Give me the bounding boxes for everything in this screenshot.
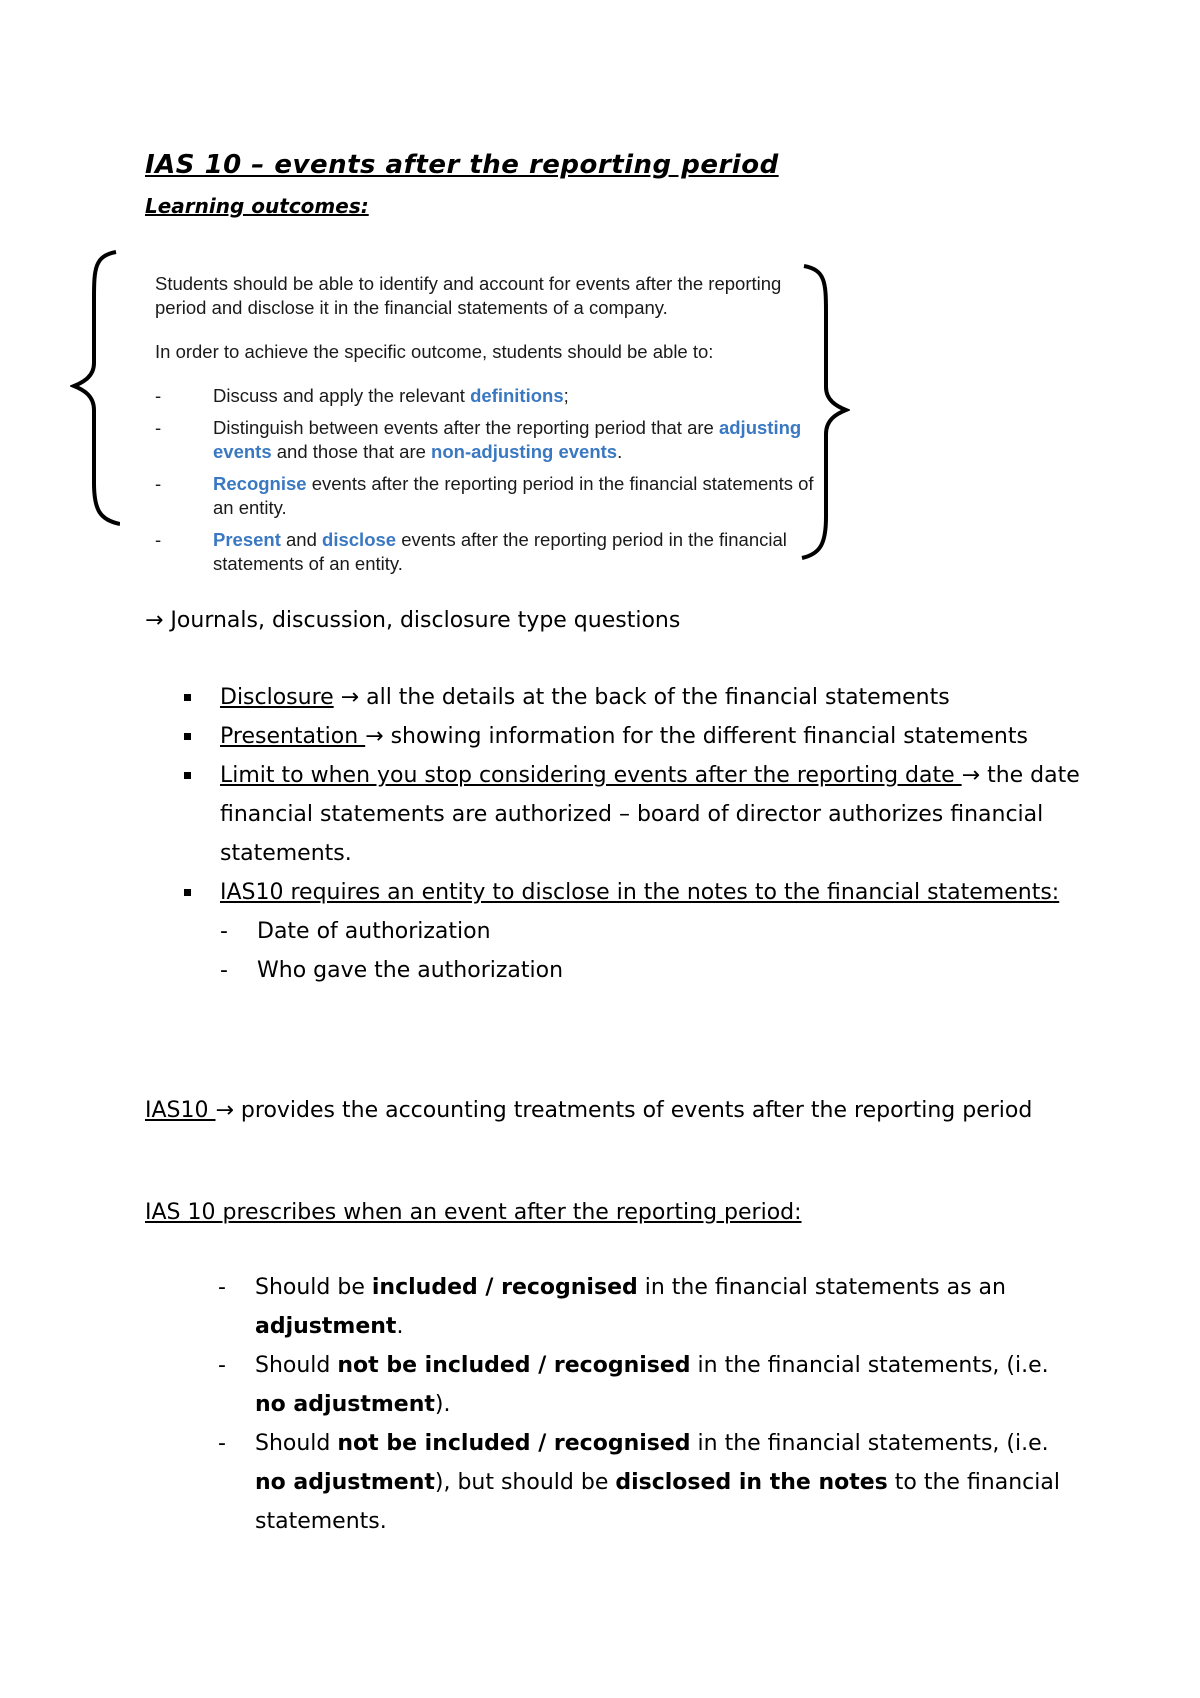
treatments-list xyxy=(218,1268,1078,1541)
disclosure-requirements-list xyxy=(220,912,1080,990)
treatment-text: in the financial statements, (i.e. xyxy=(690,1431,1049,1456)
ias10-prescribes-heading: IAS 10 prescribes when an event after the reporting period: xyxy=(145,1200,802,1225)
bullet-dash: - xyxy=(155,529,162,550)
outcome-item xyxy=(155,384,835,408)
outcome-text: and xyxy=(280,529,323,550)
bold-term: not be included / recognised xyxy=(337,1353,691,1378)
outcome-text: . xyxy=(617,441,623,462)
bullet-dash: - xyxy=(218,1275,226,1300)
treatment-text: to the financial statements. xyxy=(255,1470,1060,1534)
bullet-dash: - xyxy=(155,417,162,438)
outcome-text: and those that are xyxy=(271,441,432,462)
learning-outcomes-heading: Learning outcomes: xyxy=(145,194,369,218)
outcomes-list xyxy=(155,384,835,576)
outcome-text: events after the reporting period in the financial statements of an entity. xyxy=(213,529,787,574)
bullet-dash: - xyxy=(155,385,162,406)
bullet-dash: - xyxy=(220,958,228,983)
treatment-text: ). xyxy=(434,1392,451,1417)
key-term: IAS10 requires an entity to disclose in the notes to the financial statements: xyxy=(220,880,1060,905)
key-point-item xyxy=(180,678,1080,717)
bold-term: no adjustment xyxy=(255,1470,435,1495)
highlight-term: definitions xyxy=(470,385,564,406)
square-bullet-icon xyxy=(184,889,191,896)
treatment-text: . xyxy=(396,1314,404,1339)
outcomes-intro: Students should be able to identify and account for events after the reporting period and disclose it in the financial statements of a company. xyxy=(155,273,782,318)
key-text: → all the details at the back of the financial statements xyxy=(333,685,950,710)
square-bullet-icon xyxy=(184,733,191,740)
question-types-line: → Journals, discussion, disclosure type questions xyxy=(145,608,681,633)
treatment-item xyxy=(218,1346,1078,1424)
bullet-dash: - xyxy=(218,1431,226,1456)
left-brace-icon xyxy=(70,248,120,528)
bullet-dash: - xyxy=(218,1353,226,1378)
document-title: IAS 10 – events after the reporting period xyxy=(145,150,779,180)
key-point-item xyxy=(180,756,1080,873)
ias10-provides-paragraph xyxy=(145,1092,1045,1130)
bold-term: adjustment xyxy=(255,1314,397,1339)
requirement-text: Who gave the authorization xyxy=(257,958,564,983)
treatment-text: Should xyxy=(255,1353,338,1378)
key-term: Presentation xyxy=(220,724,366,749)
treatment-text: Should xyxy=(255,1431,338,1456)
key-point-item xyxy=(180,873,1080,990)
highlight-term: non-adjusting events xyxy=(431,441,618,462)
learning-outcomes-box xyxy=(155,272,835,584)
bullet-dash: - xyxy=(220,919,228,944)
disclosure-requirement-item xyxy=(220,951,1080,990)
key-point-item xyxy=(180,717,1080,756)
outcome-text: events after the reporting period in the financial statements of an entity. xyxy=(213,473,814,518)
outcome-item xyxy=(155,528,835,576)
key-text: → the date financial statements are authorized – board of director authorizes financial statements. xyxy=(220,763,1080,866)
outcomes-lead-in: In order to achieve the specific outcome, students should be able to: xyxy=(155,341,714,362)
treatment-item xyxy=(218,1424,1078,1541)
bold-term: included / recognised xyxy=(371,1275,638,1300)
key-points-list xyxy=(180,678,1080,990)
bullet-dash: - xyxy=(155,473,162,494)
bold-term: not be included / recognised xyxy=(337,1431,691,1456)
key-term: Limit to when you stop considering events after the reporting date xyxy=(220,763,962,788)
highlight-term: Present xyxy=(213,529,281,550)
outcome-text: Discuss and apply the relevant xyxy=(213,385,471,406)
outcome-text: Distinguish between events after the reporting period that are xyxy=(213,417,719,438)
bold-term: disclosed in the notes xyxy=(615,1470,888,1495)
treatment-text: in the financial statements as an xyxy=(637,1275,1006,1300)
treatment-item xyxy=(218,1268,1078,1346)
paragraph-text: → provides the accounting treatments of events after the reporting period xyxy=(215,1098,1033,1123)
requirement-text: Date of authorization xyxy=(257,919,491,944)
highlight-term: disclose xyxy=(322,529,397,550)
treatment-text: Should be xyxy=(255,1275,372,1300)
outcome-item xyxy=(155,472,835,520)
key-text: → showing information for the different financial statements xyxy=(365,724,1028,749)
outcome-text: ; xyxy=(563,385,569,406)
outcome-item xyxy=(155,416,835,464)
key-term: IAS10 xyxy=(145,1098,216,1123)
bold-term: no adjustment xyxy=(255,1392,435,1417)
treatment-text: in the financial statements, (i.e. xyxy=(690,1353,1049,1378)
disclosure-requirement-item xyxy=(220,912,1080,951)
treatment-text: ), but should be xyxy=(434,1470,616,1495)
highlight-term: Recognise xyxy=(213,473,307,494)
key-term: Disclosure xyxy=(220,685,334,710)
square-bullet-icon xyxy=(184,694,191,701)
square-bullet-icon xyxy=(184,772,191,779)
highlight-term: adjusting events xyxy=(213,417,802,462)
